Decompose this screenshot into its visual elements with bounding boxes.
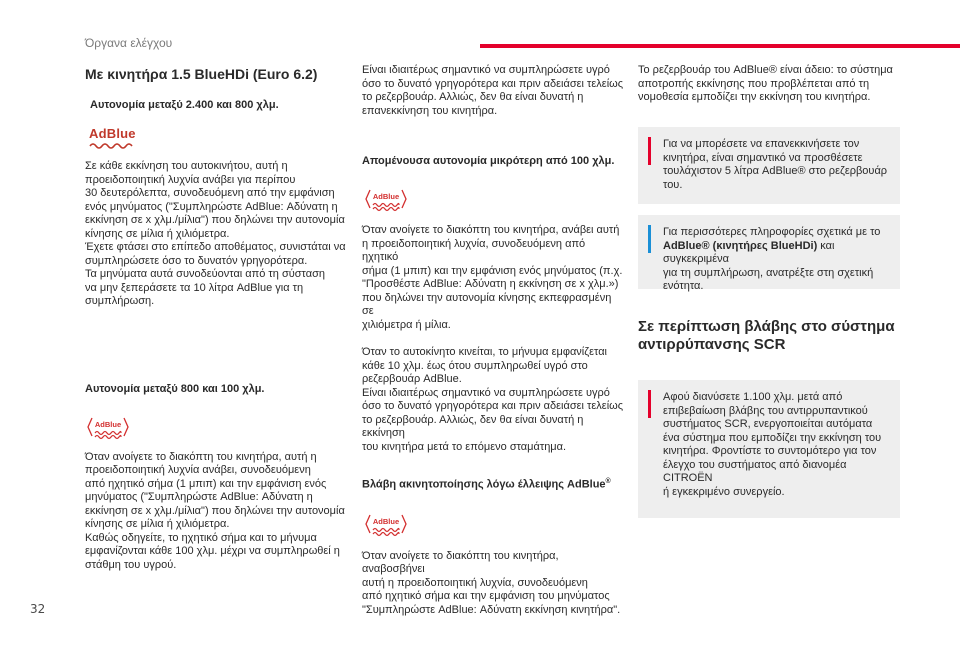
text-line: Καθώς οδηγείτε, το ηχητικό σήμα και το μήνυμα xyxy=(85,531,317,544)
adblue-warning-icon: AdBlue xyxy=(365,189,407,213)
paragraph-range-below-100 xyxy=(362,224,624,332)
adblue-wave-icon xyxy=(89,142,133,149)
heading-range-800-100: Αυτονομία μεταξύ 800 και 100 χλμ. xyxy=(85,382,265,395)
header-accent-bar xyxy=(480,44,960,48)
text-line: νομοθεσία εμποδίζει την εκκίνηση του κινητήρα. xyxy=(638,91,871,103)
page-number: 32 xyxy=(30,602,46,616)
adblue-logo-text: AdBlue xyxy=(89,126,136,141)
text-line: προειδοποιητική λυχνία ανάβει, συνοδευόμενη xyxy=(85,464,311,476)
warning-box-text xyxy=(663,391,888,499)
text-line: στάθμη του υγρού. xyxy=(85,558,177,571)
text-line: Για να μπορέσετε να επανεκκινήσετε τον xyxy=(663,138,860,150)
text-line: Όταν ανοίγετε το διακόπτη του κινητήρα, αυτή η xyxy=(85,450,317,463)
text-line: προειδοποιητική λυχνία ανάβει για περίπου xyxy=(85,173,296,186)
heading-range-2400-800: Αυτονομία μεταξύ 2.400 και 800 χλμ. xyxy=(90,99,279,111)
text-line: η προειδοποιητική λυχνία, συνοδευόμενη από ηχητικό xyxy=(362,237,586,263)
text-line: Αφού διανύσετε 1.100 χλμ. μετά από xyxy=(663,391,843,403)
text-line: το ρεζερβουάρ. Αλλιώς, δεν θα είναι δυνατή η εκκίνηση xyxy=(362,413,584,439)
text-line: του. xyxy=(663,178,683,191)
bold-reference: AdBlue® (κινητήρες BlueHDi) xyxy=(663,239,818,252)
text-line: για τη συμπλήρωση, ανατρέξτε στη σχετική xyxy=(663,266,874,279)
text-line: κινητήρα. Φροντίστε το συντομότερο για τον xyxy=(663,445,877,457)
text-line: Όταν το αυτοκίνητο κινείται, το μήνυμα εμφανίζεται xyxy=(362,346,608,358)
text-line: μηνύματος ("Συμπληρώστε AdBlue: Αδύνατη η xyxy=(85,491,313,503)
paragraph-driving-reminder xyxy=(362,346,624,454)
text-line: Σε κάθε εκκίνηση του αυτοκινήτου, αυτή η xyxy=(85,160,288,172)
warning-box-text xyxy=(663,138,888,192)
paragraph-breakdown xyxy=(362,550,624,618)
info-marker-icon xyxy=(648,225,651,253)
text-line: εκκίνηση σε x χλμ./μίλια") που δηλώνει την αυτονομία xyxy=(85,214,345,226)
text-line: "Συμπληρώστε AdBlue: Αδύνατη εκκίνηση κινητήρα". xyxy=(362,603,621,616)
text-line: τουλάχιστον 5 λίτρα AdBlue® στο ρεζερβουάρ xyxy=(663,165,888,177)
text-line: 30 δευτερόλεπτα, συνοδευόμενη από την εμφάνιση xyxy=(85,187,335,199)
paragraph-range-2400-800 xyxy=(85,160,347,309)
warning-box-scr xyxy=(638,380,900,518)
warning-marker-icon xyxy=(648,137,651,165)
heading-range-below-100: Απομένουσα αυτονομία μικρότερη από 100 χλμ. xyxy=(362,155,615,167)
column-3 xyxy=(638,64,900,105)
text-line: όσο το δυνατό γρηγορότερα και πριν αδειάσει τελείως xyxy=(362,77,624,90)
text-line: όσο το δυνατό γρηγορότερα και πριν αδειάσει τελείως xyxy=(362,400,624,412)
page-header-title: Όργανα ελέγχου xyxy=(85,36,173,50)
text-line: Είναι ιδιαιτέρως σημαντικό να συμπληρώσετε υγρό xyxy=(362,64,610,76)
text-line: ενός μηνύματος ("Συμπληρώστε AdBlue: Αδύνατη η xyxy=(85,200,338,213)
text-line: Είναι ιδιαιτέρως σημαντικό να συμπληρώσετε υγρό xyxy=(362,386,610,399)
text-line: σήμα (1 μπιπ) και την εμφάνιση ενός μηνύματος (π.χ. xyxy=(362,264,623,277)
text-line: "Προσθέστε AdBlue: Αδύνατη η εκκίνηση σε x χλμ.») xyxy=(362,278,619,290)
text-line: το ρεζερβουάρ. Αλλιώς, δεν θα είναι δυνατή η xyxy=(362,91,584,103)
text-line: κίνησης σε μίλια ή χιλιόμετρα. xyxy=(85,518,230,530)
text-line: AdBlue® (κινητήρες BlueHDi) και συγκεκριμένα xyxy=(663,239,835,265)
text-line: που δηλώνει την αυτονομία κίνησης εκπεφρασμένη σε xyxy=(362,291,612,317)
paragraph-refill-importance xyxy=(362,64,624,118)
text-line: επιβεβαίωση βλάβης του αντιρρυπαντικού xyxy=(663,404,868,417)
text-line: εμφανίζονται κάθε 100 χλμ. μέχρι να συμπληρωθεί η xyxy=(85,545,340,557)
section-title-line: αντιρρύπανσης SCR xyxy=(638,336,786,353)
column-1 xyxy=(85,62,347,572)
info-box-adblue xyxy=(638,215,900,292)
text-line: Το ρεζερβουάρ του AdBlue® είναι άδειο: το σύστημα xyxy=(638,64,893,76)
adblue-logo xyxy=(89,126,347,149)
text-line: ή εγκεκριμένο συνεργείο. xyxy=(663,485,785,498)
text-line: Έχετε φτάσει στο επίπεδο αποθέματος, συνιστάται να xyxy=(85,241,346,253)
text-line: ένα σύστημα που εμποδίζει την εκκίνηση του xyxy=(663,431,882,444)
text-line: έλεγχο του συστήματος από διανομέα CITROËN xyxy=(663,458,847,484)
heading-breakdown-no-adblue: Βλάβη ακινητοποίησης λόγω έλλειψης AdBlue® xyxy=(362,478,611,491)
text-line: από ηχητικό σήμα (1 μπιπ) και την εμφάνιση ενός xyxy=(85,477,327,490)
paragraph-range-800-100 xyxy=(85,451,347,573)
text-line: του κινητήρα μετά το επόμενο σταμάτημα. xyxy=(362,440,567,453)
text-line: από ηχητικό σήμα και την εμφάνιση του μηνύματος xyxy=(362,590,610,603)
paragraph-tank-empty xyxy=(638,64,900,105)
scr-section-title xyxy=(638,318,900,354)
text-line: Όταν ανοίγετε το διακόπτη του κινητήρα, αναβοσβήνει xyxy=(362,549,559,576)
text-line: ενότητα. xyxy=(663,280,704,292)
text-line: κάθε 10 χλμ. έως ότου συμπληρωθεί υγρό στο xyxy=(362,359,588,372)
warning-marker-icon xyxy=(648,390,651,418)
text-line: κίνησης σε μίλια ή χιλιόμετρα. xyxy=(85,227,230,240)
text-line: ρεζερβουάρ AdBlue. xyxy=(362,373,462,385)
text-line: συστήματος SCR, ενεργοποιείται αυτόματα xyxy=(663,418,873,430)
warning-box-restart xyxy=(638,127,900,204)
text-line: εκκίνηση σε x χλμ./μίλια") που δηλώνει την αυτονομία xyxy=(85,504,345,517)
text-line: επανεκκίνηση του κινητήρα. xyxy=(362,104,498,117)
info-box-text xyxy=(663,226,888,294)
column-2 xyxy=(362,64,624,617)
adblue-warning-icon: AdBlue xyxy=(87,417,129,441)
text-line: Όταν ανοίγετε το διακόπτη του κινητήρα, ανάβει αυτή xyxy=(362,224,620,236)
text-line: αυτή η προειδοποιητική λυχνία, συνοδευόμενη xyxy=(362,576,588,589)
text-line: συμπληρώσετε όσο το δυνατόν γρηγορότερα. xyxy=(85,254,308,267)
adblue-warning-icon-flashing: AdBlue xyxy=(365,514,407,538)
text-line: χιλιόμετρα ή μίλια. xyxy=(362,318,451,331)
text-line: αποτροπής εκκίνησης που προβλέπεται από τη xyxy=(638,77,870,90)
text-line: Τα μηνύματα αυτά συνοδεύονται από τη σύσταση xyxy=(85,268,326,280)
text-line: να μην ξεπεράσετε τα 10 λίτρα AdBlue για τη xyxy=(85,281,304,294)
text-line: κινητήρα, είναι σημαντικό να προσθέσετε xyxy=(663,151,863,164)
text-line: συμπλήρωση. xyxy=(85,295,155,307)
section-title-line: Σε περίπτωση βλάβης στο σύστημα xyxy=(638,318,895,335)
section-title: Με κινητήρα 1.5 BlueHDi (Euro 6.2) xyxy=(85,66,318,82)
text-line: Για περισσότερες πληροφορίες σχετικά με το xyxy=(663,226,881,238)
